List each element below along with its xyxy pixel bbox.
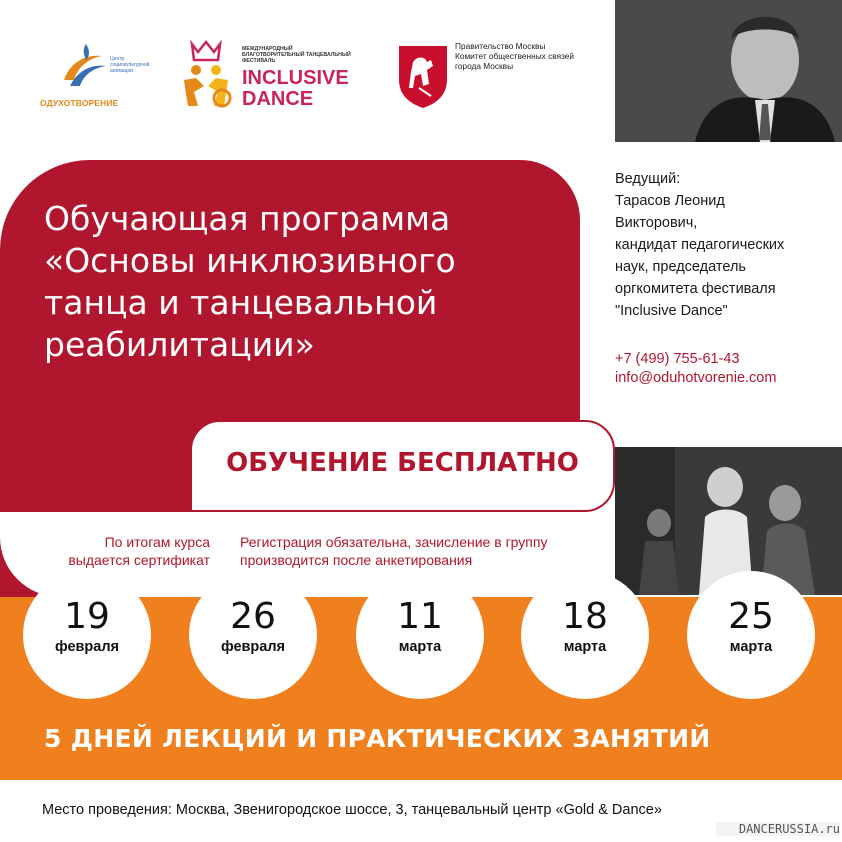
- title-line: Обучающая программа: [44, 199, 451, 238]
- note-line: Регистрация обязательна, зачисление в группу: [240, 534, 548, 550]
- oduhotvorenie-logo: [38, 38, 148, 116]
- logo-line1: INCLUSIVE: [242, 67, 349, 89]
- date-circle: [521, 571, 649, 699]
- contacts: [615, 350, 835, 388]
- host-info: [615, 168, 835, 322]
- certificate-note: [40, 533, 210, 569]
- logo-tagline: МЕЖДУНАРОДНЫЙ БЛАГОТВОРИТЕЛЬНЫЙ ТАНЦЕВАЛЬНЫЙ ФЕСТИВАЛЬ: [242, 46, 351, 65]
- watermark: DANCERUSSIA.ru: [716, 822, 840, 836]
- moscow-line3: города Москвы: [455, 61, 514, 71]
- logo-name: ОДУХОТВОРЕНИЕ: [40, 98, 119, 108]
- days-label: 5 ДНЕЙ ЛЕКЦИЙ И ПРАКТИЧЕСКИХ ЗАНЯТИЙ: [44, 724, 711, 753]
- phone-number[interactable]: +7 (499) 755-61-43: [615, 351, 740, 367]
- title-line: танца и танцевальной: [44, 283, 438, 322]
- host-line: Тарасов Леонид: [615, 193, 725, 209]
- date-month: марта: [729, 639, 773, 655]
- presenter-portrait-icon: [615, 0, 842, 142]
- note-line: производится после анкетирования: [240, 552, 473, 568]
- dance-photo: [615, 447, 842, 595]
- free-label: ОБУЧЕНИЕ БЕСПЛАТНО: [226, 448, 579, 478]
- date-month: февраля: [54, 639, 120, 655]
- host-line: "Inclusive Dance": [615, 303, 728, 319]
- note-line: выдается сертификат: [68, 552, 210, 568]
- title-line: «Основы инклюзивного: [44, 241, 456, 280]
- date-month: марта: [563, 639, 607, 655]
- dancers-crown-icon: [178, 40, 236, 112]
- logo-line2: DANCE: [242, 88, 314, 110]
- moscow-crest-icon: [395, 40, 451, 110]
- presenter-photo: [615, 0, 842, 142]
- host-line: оргкомитета фестиваля: [615, 281, 776, 297]
- date-day: 25: [728, 596, 774, 637]
- date-month: февраля: [220, 639, 286, 655]
- venue-text: Место проведения: Москва, Звенигородское шоссе, 3, танцевальный центр «Gold & Dance»: [42, 802, 662, 818]
- inclusive-dance-logo: [178, 40, 368, 115]
- email-link[interactable]: info@oduhotvorenie.com: [615, 370, 777, 386]
- host-line: Ведущий:: [615, 171, 681, 187]
- date-day: 11: [397, 596, 443, 637]
- swirl-icon: [56, 40, 110, 94]
- moscow-government-logo: [395, 40, 605, 115]
- date-day: 26: [230, 596, 276, 637]
- date-circle: [189, 571, 317, 699]
- date-circle: [23, 571, 151, 699]
- logo-small-text: Центр социокультурной анимации: [110, 56, 150, 74]
- host-line: наук, председатель: [615, 259, 746, 275]
- title-line: реабилитации»: [44, 325, 315, 364]
- date-day: 19: [64, 596, 110, 637]
- moscow-line1: Правительство Москвы: [455, 41, 546, 51]
- host-line: кандидат педагогических: [615, 237, 785, 253]
- dancers-photo-icon: [615, 447, 842, 595]
- date-month: марта: [398, 639, 442, 655]
- date-day: 18: [562, 596, 608, 637]
- moscow-line2: Комитет общественных связей: [455, 51, 575, 61]
- host-line: Викторович,: [615, 215, 698, 231]
- program-title: [44, 198, 564, 366]
- date-circle: [687, 571, 815, 699]
- note-line: По итогам курса: [104, 534, 210, 550]
- date-circle: [356, 571, 484, 699]
- registration-note: [240, 533, 610, 569]
